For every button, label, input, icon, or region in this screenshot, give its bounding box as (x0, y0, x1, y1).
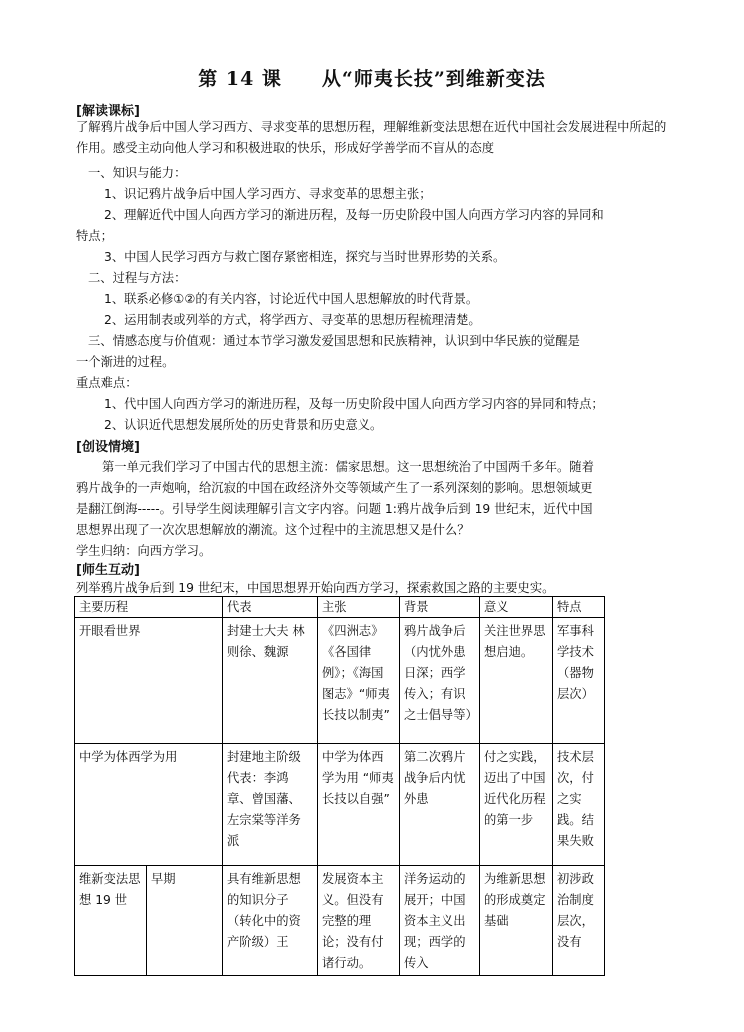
process-item-2: 2、运用制表或列举的方式，将学西方、寻变革的思想历程梳理清楚。 (104, 313, 481, 327)
process-heading: 二、过程与方法： (88, 271, 187, 285)
cell-representative: 封建士大夫 林则徐、魏源 (223, 618, 318, 744)
table-row (75, 744, 605, 866)
header-stage: 主要历程 (75, 597, 223, 618)
section-heading-scene: [创设情境] (76, 440, 140, 455)
cell-meaning: 付之实践，迈出了中国近代化历程的第一步 (480, 744, 553, 866)
table-header-row (75, 597, 605, 618)
key-point-2: 2、认识近代思想发展所处的历史背景和历史意义。 (104, 418, 383, 432)
cell-background: 鸦片战争后（内忧外患日深；西学传入；有识之士倡导等） (400, 618, 480, 744)
cell-background: 洋务运动的展开；中国资本主义出现；西学的传入 (400, 866, 480, 976)
cell-meaning: 为维新思想的形成奠定基础 (480, 866, 553, 976)
key-point-1: 1、代中国人向西方学习的渐进历程，及每一历史阶段中国人向西方学习内容的异同和特点； (104, 397, 604, 411)
cell-claim: 《四洲志》《各国律例》；《海国图志》“师夷长技以制夷” (318, 618, 400, 744)
intro-paragraph: 了解鸦片战争后中国人学习西方、寻求变革的思想历程，理解维新变法思想在近代中国社会发展进程中所起的作用。感受主动向他人学习和积极进取的快乐，形成好学善学而不盲从的态度 (76, 120, 667, 155)
scene-paragraph-line: 第一单元我们学习了中国古代的思想主流：儒家思想。这一思想统治了中国两千多年。随着 (102, 460, 594, 474)
table-row (75, 618, 605, 744)
cell-background: 第二次鸦片战争后内忧外患 (400, 744, 480, 866)
cell-feature: 初涉政治制度层次，没有 (553, 866, 605, 976)
cell-representative: 具有维新思想的知识分子（转化中的资产阶级）王 (223, 866, 318, 976)
student-summary: 学生归纳：向西方学习。 (76, 544, 212, 558)
page-title: 第 14 课 从“师夷长技”到维新变法 (198, 68, 546, 90)
header-feature: 特点 (553, 597, 605, 618)
knowledge-item-2-cont: 特点； (76, 229, 113, 243)
cell-claim: 发展资本主义。但没有完整的理论；没有付诸行动。 (318, 866, 400, 976)
cell-stage: 维新变法思想 19 世 (75, 866, 147, 976)
cell-feature: 技术层次，付之实践。结果失败 (553, 744, 605, 866)
cell-claim: 中学为体西学为用 “师夷长技以自强” (318, 744, 400, 866)
emotion-paragraph: 三、情感态度与价值观：通过本节学习激发爱国思想和民族精神，认识到中华民族的觉醒是 (88, 334, 580, 348)
table-row (75, 866, 605, 976)
section-heading-goals: [解读课标] (76, 104, 140, 119)
cell-stage: 开眼看世界 (75, 618, 223, 744)
interaction-intro: 列举鸦片战争后到 19 世纪末，中国思想界开始向西方学习，探索救国之路的主要史实。 (76, 581, 555, 595)
header-background: 背景 (400, 597, 480, 618)
cell-stage: 中学为体西学为用 (75, 744, 223, 866)
cell-representative: 封建地主阶级代表：李鸿章、曾国藩、左宗棠等洋务派 (223, 744, 318, 866)
knowledge-item-2: 2、理解近代中国人向西方学习的渐进历程，及每一历史阶段中国人向西方学习内容的异同和 (104, 208, 604, 222)
section-heading-interaction: [师生互动] (76, 563, 140, 578)
header-meaning: 意义 (480, 597, 553, 618)
knowledge-heading: 一、知识与能力： (88, 166, 187, 180)
cell-feature: 军事科学技术（器物层次） (553, 618, 605, 744)
process-item-1: 1、联系必修①②的有关内容，讨论近代中国人思想解放的时代背景。 (104, 292, 479, 306)
knowledge-item-1: 1、识记鸦片战争后中国人学习西方、寻求变革的思想主张； (104, 187, 432, 201)
cell-meaning: 关注世界思想启迪。 (480, 618, 553, 744)
scene-paragraph-line: 思想界出现了一次次思想解放的潮流。这个过程中的主流思想又是什么？ (76, 523, 470, 537)
key-points-heading: 重点难点： (76, 376, 138, 390)
header-claim: 主张 (318, 597, 400, 618)
history-table (74, 596, 605, 976)
scene-paragraph-line: 是翻江倒海-----。引导学生阅读理解引言文字内容。问题 1:鸦片战争后到 19 世纪末，近代中国 (76, 502, 593, 516)
knowledge-item-3: 3、中国人民学习西方与救亡图存紧密相连，探究与当时世界形势的关系。 (104, 250, 506, 264)
emotion-paragraph-cont: 一个渐进的过程。 (76, 355, 175, 369)
scene-paragraph-line: 鸦片战争的一声炮响，给沉寂的中国在政经济外交等领域产生了一系列深刻的影响。思想领域更 (76, 481, 593, 495)
cell-substage: 早期 (147, 866, 223, 976)
header-representative: 代表 (223, 597, 318, 618)
